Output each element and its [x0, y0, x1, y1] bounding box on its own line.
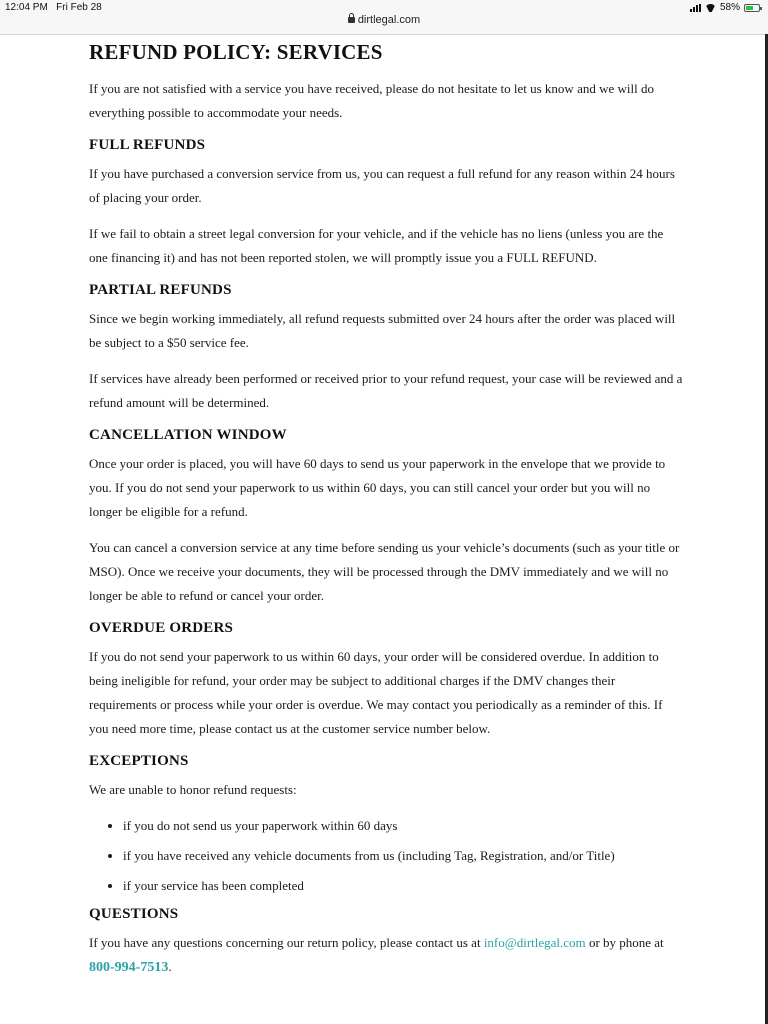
list-item: • if you do not send us your paperwork within 60 days	[123, 814, 684, 838]
paragraph: If services have already been performed or received prior to your refund request, your case will be reviewed and a refund amount will be determined.	[89, 371, 683, 410]
wifi-icon	[705, 4, 716, 12]
paragraph: We are unable to honor refund requests:	[89, 782, 297, 797]
intro-paragraph: If you are not satisfied with a service you have received, please do not hesitate to let us know and we will do everything possible to accommodate your needs.	[89, 81, 654, 120]
section-heading-cancellation: CANCELLATION WINDOW	[89, 427, 287, 443]
section-heading-exceptions: EXCEPTIONS	[89, 753, 189, 769]
questions-paragraph: If you have any questions concerning our return policy, please contact us at info@dirtlegal.com or by phone at 800-994-7513.	[89, 935, 664, 975]
section-heading-overdue: OVERDUE ORDERS	[89, 620, 234, 636]
battery-level-fill	[746, 6, 753, 10]
list-item: • if your service has been completed	[123, 874, 684, 898]
email-link[interactable]: info@dirtlegal.com	[483, 935, 586, 950]
section-heading-questions: QUESTIONS	[89, 906, 179, 922]
phone-link[interactable]: 800-994-7513	[89, 960, 169, 975]
battery-icon	[744, 4, 760, 12]
battery-percent: 58%	[719, 2, 740, 13]
paragraph: If we fail to obtain a street legal conversion for your vehicle, and if the vehicle has no liens (unless you are the one financing it) and has not been reported stolen, we will promptly issue you a FULL REFUND.	[89, 226, 664, 265]
page-title: REFUND POLICY: SERVICES	[89, 40, 383, 64]
status-indicators	[690, 2, 760, 13]
lock-icon	[348, 17, 355, 23]
paragraph: Since we begin working immediately, all refund requests submitted over 24 hours after the order was placed will be subject to a $50 service fee.	[89, 311, 676, 350]
exceptions-list	[89, 814, 684, 898]
cellular-signal-icon	[690, 4, 701, 12]
section-heading-full-refunds: FULL REFUNDS	[89, 137, 206, 153]
url-text: dirtlegal.com	[357, 14, 421, 26]
page-content	[89, 36, 684, 992]
paragraph: Once your order is placed, you will have 60 days to send us your paperwork in the envelope that we provide to you. If you do not send your paperwork to us within 60 days, you can still cancel your order but you will no longer be eligible for a refund.	[89, 456, 666, 519]
paragraph: If you have purchased a conversion service from us, you can request a full refund for any reason within 24 hours of placing your order.	[89, 166, 675, 205]
status-bar	[0, 0, 768, 35]
paragraph: If you do not send your paperwork to us within 60 days, your order will be considered overdue. In addition to being ineligible for refund, your order may be subject to additional charges if the DMV changes their requirements or process while your order is overdue. We may contact you periodically as a reminder of this. If you need more time, please contact us at the customer service number below.	[89, 649, 663, 736]
list-item: • if you have received any vehicle documents from us (including Tag, Registration, and/or Title)	[123, 844, 684, 868]
section-heading-partial-refunds: PARTIAL REFUNDS	[89, 282, 232, 298]
address-bar[interactable]	[0, 14, 768, 26]
status-time-date: 12:04 PM Fri Feb 28	[5, 2, 102, 13]
paragraph: You can cancel a conversion service at any time before sending us your vehicle’s documents (such as your title or MSO). Once we receive your documents, they will be processed through the DMV immediately and we will no longer be able to refund or cancel your order.	[89, 540, 680, 603]
